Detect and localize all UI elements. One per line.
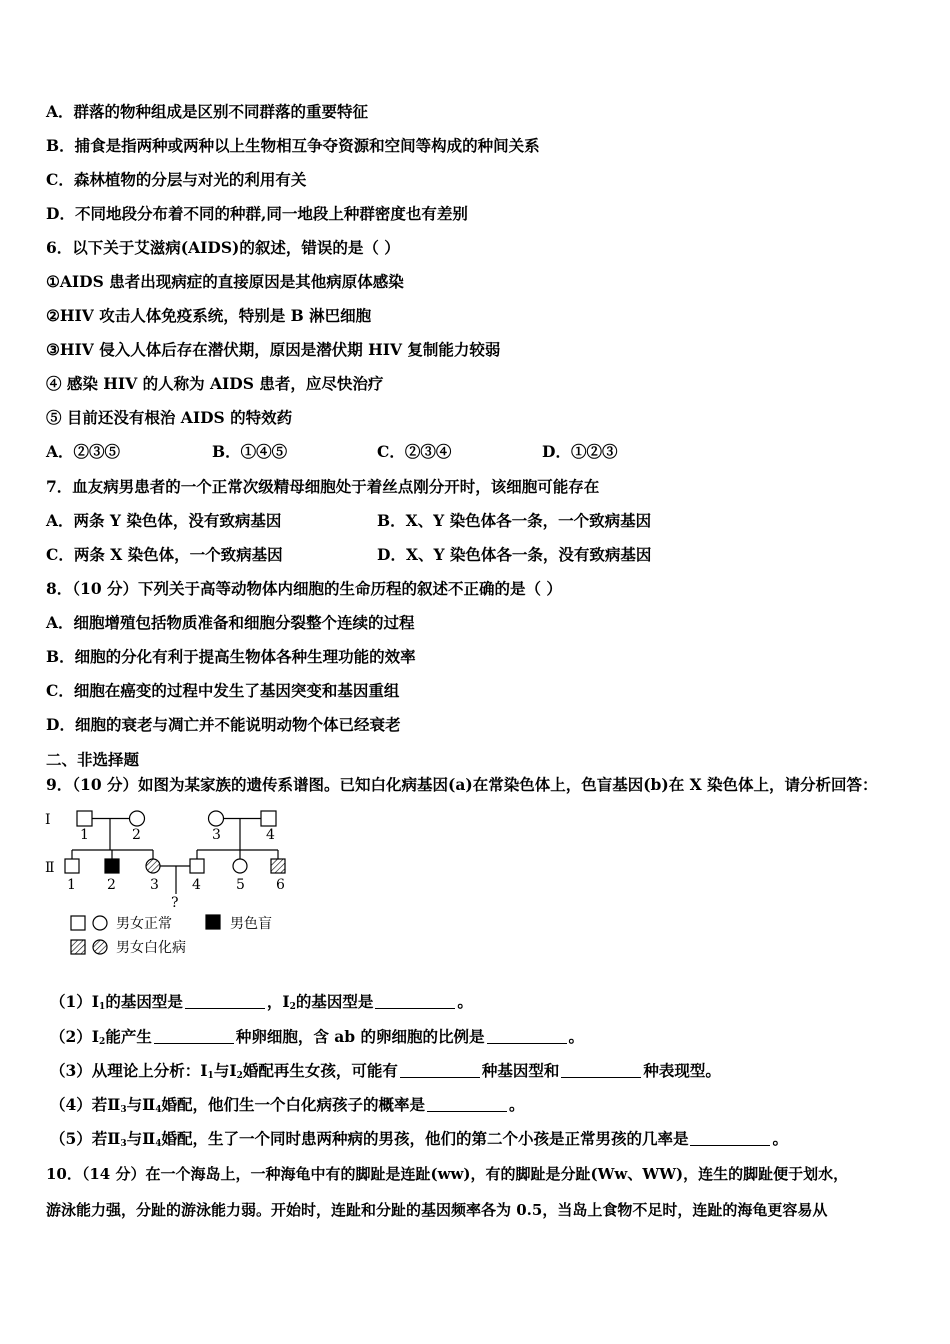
q8-option-a: A．细胞增殖包括物质准备和细胞分裂整个连续的过程	[46, 613, 415, 632]
q7-option-d: D．X、Y 染色体各一条，没有致病基因	[377, 545, 652, 564]
legend-colorblind-label: 男色盲	[230, 916, 272, 932]
answer-blank	[487, 1029, 567, 1044]
q9-part-4: （4）若$Ⅱ_3$与$Ⅱ_4$婚配，他们生一个白化病孩子的概率是 。	[50, 1095, 525, 1115]
pedigree-I4-male	[261, 811, 276, 826]
legend-colorblind-icon	[206, 915, 220, 929]
pedigree-num-II4: 4	[192, 877, 201, 893]
q7-option-a: A．两条 Y 染色体，没有致病基因	[46, 511, 282, 530]
q8-option-c: C．细胞在癌变的过程中发生了基因突变和基因重组	[46, 681, 400, 700]
pedigree-num-II1: 1	[67, 877, 76, 893]
q9-stem: 9．（10 分）如图为某家族的遗传系谱图。已知白化病基因(a)在常染色体上，色盲基因(b)在 X 染色体上，请分析回答：	[46, 775, 878, 794]
pedigree-II2-male-colorblind	[105, 859, 119, 873]
q9-part-1: $(1)Ⅰ_1$的基因型是 ，$Ⅰ_2$的基因型是 。	[50, 992, 473, 1012]
q8-option-b: B．细胞的分化有利于提高生物体各种生理功能的效率	[46, 647, 416, 666]
q5-option-b: B．捕食是指两种或两种以上生物相互争夺资源和空间等构成的种间关系	[46, 136, 540, 155]
q9-part-5: （5）若$Ⅱ_3$与$Ⅱ_4$婚配，生了一个同时患两种病的男孩，他们的第二个小孩是正常男孩的几率是 。	[50, 1129, 788, 1149]
pedigree-num-II3: 3	[150, 877, 159, 893]
q9-part-3: （3）从理论上分析：$Ⅰ_1$与$Ⅰ_2$婚配再生女孩，可能有 种基因型和 种表现型。	[50, 1061, 721, 1081]
q7-option-b: B．X、Y 染色体各一条，一个致病基因	[377, 511, 652, 530]
q6-statement-5: ⑤ 目前还没有根治 AIDS 的特效药	[46, 408, 293, 427]
pedigree-I2-female	[130, 811, 145, 826]
legend-albino-male-icon	[71, 940, 85, 954]
q7-option-c: C．两条 X 染色体，一个致病基因	[46, 545, 283, 564]
pedigree-I3-female	[209, 811, 224, 826]
pedigree-II5-female-normal	[233, 859, 247, 873]
pedigree-num-I4: 4	[266, 827, 275, 843]
answer-blank	[690, 1131, 770, 1146]
pedigree-num-II6: 6	[276, 877, 285, 893]
legend-normal-label: 男女正常	[116, 916, 172, 932]
q5-option-c: C．森林植物的分层与对光的利用有关	[46, 170, 307, 189]
pedigree-num-II5: 5	[236, 877, 245, 893]
q5-option-d: D．不同地段分布着不同的种群,同一地段上种群密度也有差别	[46, 204, 468, 223]
q10-line-2: 游泳能力强，分趾的游泳能力弱。开始时，连趾和分趾的基因频率各为 0.5，当岛上食物不足时，连趾的海龟更容易从	[46, 1201, 828, 1219]
q8-stem: 8．（10 分）下列关于高等动物体内细胞的生命历程的叙述不正确的是（ ）	[46, 579, 562, 598]
pedigree-num-I2: 2	[132, 827, 141, 843]
answer-blank	[427, 1097, 507, 1112]
pedigree-II4-male-normal	[190, 859, 204, 873]
q10-line-1: 10．（14 分）在一个海岛上，一种海龟中有的脚趾是连趾(ww)，有的脚趾是分趾(Ww、WW)，连生的脚趾便于划水，	[46, 1165, 849, 1183]
section-heading: 二、非选择题	[46, 750, 140, 769]
legend-normal-female-icon	[93, 916, 107, 930]
q6-option-d: D．①②③	[542, 442, 618, 461]
q6-option-b: B．①④⑤	[212, 442, 288, 461]
pedigree-num-I1: 1	[80, 827, 89, 843]
pedigree-num-II2: 2	[107, 877, 116, 893]
pedigree-II6-male-albino	[271, 859, 285, 873]
generation-2-label: Ⅱ	[45, 860, 55, 876]
answer-blank	[561, 1063, 641, 1078]
legend-normal-male-icon	[71, 916, 85, 930]
answer-blank	[185, 994, 265, 1009]
generation-1-label: Ⅰ	[45, 812, 51, 828]
pedigree-unknown-child: ?	[171, 895, 179, 911]
pedigree-num-I3: 3	[212, 827, 221, 843]
answer-blank	[375, 994, 455, 1009]
q6-option-a: A．②③⑤	[46, 442, 121, 461]
legend-albino-female-icon	[93, 940, 107, 954]
pedigree-II3-female-albino	[146, 859, 160, 873]
q8-option-d: D．细胞的衰老与凋亡并不能说明动物个体已经衰老	[46, 715, 401, 734]
q6-statement-1: ①AIDS 患者出现病症的直接原因是其他病原体感染	[46, 272, 404, 291]
q6-statement-4: ④ 感染 HIV 的人称为 AIDS 患者，应尽快治疗	[46, 374, 384, 393]
legend-albino-label: 男女白化病	[116, 940, 186, 956]
q9-part-2: $(2)Ⅰ_2$能产生 种卵细胞，含 ab 的卵细胞的比例是 。	[50, 1027, 585, 1047]
pedigree-diagram	[40, 802, 340, 962]
q6-option-c: C．②③④	[377, 442, 452, 461]
pedigree-I1-male	[77, 811, 92, 826]
q7-stem: 7．血友病男患者的一个正常次级精母细胞处于着丝点刚分开时，该细胞可能存在	[46, 477, 600, 496]
answer-blank	[400, 1063, 480, 1078]
q6-statement-3: ③HIV 侵入人体后存在潜伏期，原因是潜伏期 HIV 复制能力较弱	[46, 340, 501, 359]
answer-blank	[154, 1029, 234, 1044]
q6-statement-2: ②HIV 攻击人体免疫系统，特别是 B 淋巴细胞	[46, 306, 372, 325]
q6-stem: 6．以下关于艾滋病(AIDS)的叙述，错误的是（ ）	[46, 238, 400, 257]
q5-option-a: A．群落的物种组成是区别不同群落的重要特征	[46, 102, 369, 121]
pedigree-II1-male-normal	[65, 859, 79, 873]
